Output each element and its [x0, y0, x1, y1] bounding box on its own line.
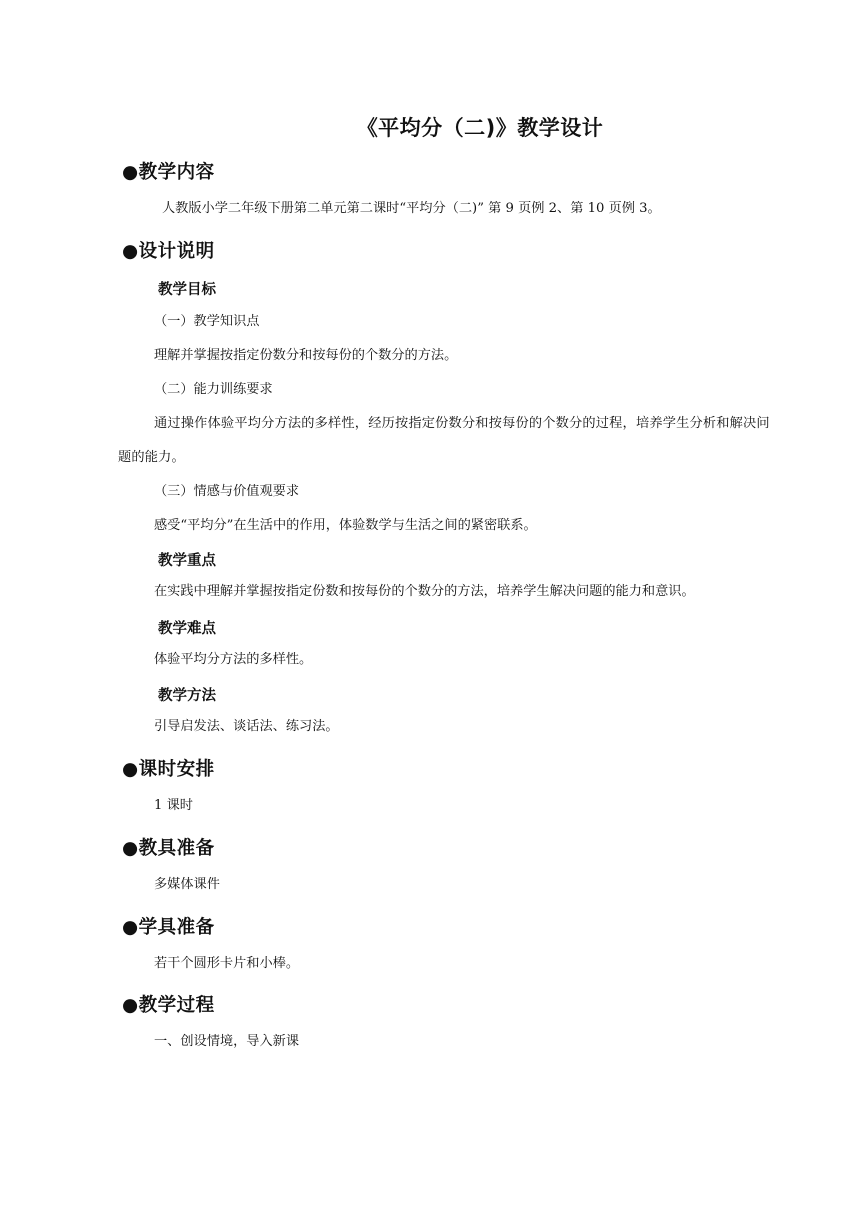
heading-teaching-content: ●教学内容	[122, 162, 215, 183]
teaching-process-text: 一、创设情境，导入新课	[154, 1034, 300, 1049]
teaching-method-text: 引导启发法、谈话法、练习法。	[154, 719, 339, 734]
heading-teaching-goals: 教学目标	[158, 282, 216, 298]
goal1-text: 理解并掌握按指定份数分和按每份的个数分的方法。	[154, 348, 458, 363]
teacher-tools-text: 多媒体课件	[154, 877, 220, 892]
key-points-text: 在实践中理解并掌握按指定份数和按每份的个数分的方法，培养学生解决问题的能力和意识。	[154, 584, 695, 599]
heading-key-points: 教学重点	[158, 553, 216, 569]
schedule-text: 1 课时	[154, 798, 193, 813]
heading-teaching-method: 教学方法	[158, 688, 216, 704]
heading-teaching-process: ●教学过程	[122, 995, 215, 1016]
heading-teacher-tools: ●教具准备	[122, 838, 215, 859]
student-tools-text: 若干个圆形卡片和小棒。	[154, 956, 300, 971]
goal3-label: （三）情感与价值观要求	[154, 484, 300, 499]
heading-schedule: ●课时安排	[122, 759, 215, 780]
goal2-text: 通过操作体验平均分方法的多样性，经历按指定份数分和按每份的个数分的过程，培养学生分析和解决问题的能力。	[118, 416, 770, 465]
difficulties-text: 体验平均分方法的多样性。	[154, 652, 313, 667]
heading-student-tools: ●学具准备	[122, 917, 215, 938]
heading-design-notes: ●设计说明	[122, 241, 215, 262]
goal2-label: （二）能力训练要求	[154, 382, 273, 397]
goal1-label: （一）教学知识点	[154, 314, 260, 329]
teaching-content-text: 人教版小学二年级下册第二单元第二课时“平均分（二)” 第 9 页例 2、第 10 页例 3。	[162, 201, 661, 216]
document-title: 《平均分（二)》教学设计	[356, 116, 604, 140]
goal3-text: 感受“平均分”在生活中的作用，体验数学与生活之间的紧密联系。	[154, 518, 537, 533]
heading-difficulties: 教学难点	[158, 621, 216, 637]
